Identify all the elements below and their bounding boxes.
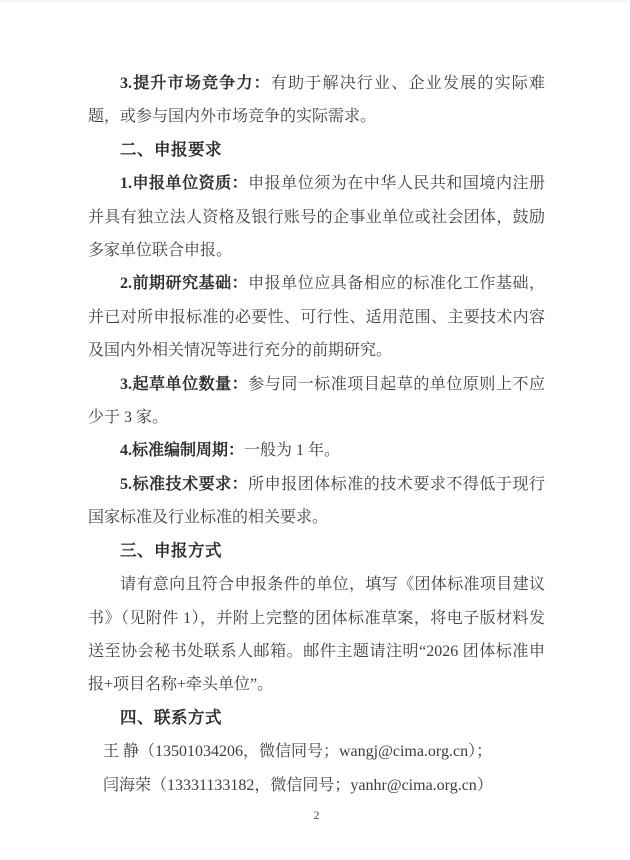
item-label-compilation-period: 4.标准编制周期： bbox=[120, 442, 245, 460]
item-label-drafting-units: 3.起草单位数量： bbox=[120, 375, 249, 393]
document-page bbox=[0, 3, 630, 822]
paragraph-item-4-compilation-period bbox=[88, 434, 545, 467]
item-label-technical-requirements: 5.标准技术要求： bbox=[120, 475, 249, 493]
paragraph-item-5-technical-requirements bbox=[88, 468, 545, 535]
contact-line-wang-jing: 王 静（13501034206，微信同号；wangj@cima.org.cn）； bbox=[103, 743, 493, 761]
item-text-qualification: 申报单位须为在中华人民共和国境内注册并具有独立法人资格及银行账号的企事业单位或社会团体，鼓励多家单位联合申报。 bbox=[88, 175, 545, 260]
item-text-technical-requirements: 所申报团体标准的技术要求不得低于现行国家标准及行业标准的相关要求。 bbox=[88, 475, 545, 527]
paragraph-item-3-drafting-units bbox=[88, 368, 545, 435]
item-label-qualification: 1.申报单位资质： bbox=[120, 175, 249, 193]
item-label-market-competitiveness: 3.提升市场竞争力： bbox=[120, 75, 271, 92]
heading-section-3-submission-method: 三、申报方式 bbox=[120, 541, 222, 560]
heading-section-4-contact-info: 四、联系方式 bbox=[120, 708, 222, 727]
item-text-research-basis: 申报单位应具备相应的标准化工作基础，并已对所申报标准的必要性、可行性、适用范围、主要技术内容及国内外相关情况等进行充分的前期研究。 bbox=[88, 275, 545, 360]
paragraph-item-2-research-basis bbox=[88, 267, 545, 367]
item-text-drafting-units: 参与同一标准项目起草的单位原则上不应少于 3 家。 bbox=[88, 375, 545, 427]
heading-section-2-requirements: 二、申报要求 bbox=[120, 140, 222, 159]
item-text-market-competitiveness: 有助于解决行业、企业发展的实际难题，或参与国内外市场竞争的实际需求。 bbox=[88, 75, 545, 126]
paragraph-item-1-qualification bbox=[88, 167, 545, 267]
item-text-compilation-period: 一般为 1 年。 bbox=[244, 442, 341, 460]
page-number: 2 bbox=[313, 807, 320, 822]
contact-line-yan-hairong: 闫海荣（13331133182，微信同号；yanhr@cima.org.cn） bbox=[103, 776, 493, 794]
paragraph-submission-instructions: 请有意向且符合申报条件的单位，填写《团体标准项目建议书》（见附件 1），并附上完整的团体标准草案，将电子版材料发送至协会秘书处联系人邮箱。邮件主题请注明“2026 团体标准申报+项目名称+牵头单位”。 bbox=[88, 576, 545, 694]
paragraph-market-competitiveness bbox=[88, 67, 545, 134]
item-label-research-basis: 2.前期研究基础： bbox=[120, 275, 249, 293]
